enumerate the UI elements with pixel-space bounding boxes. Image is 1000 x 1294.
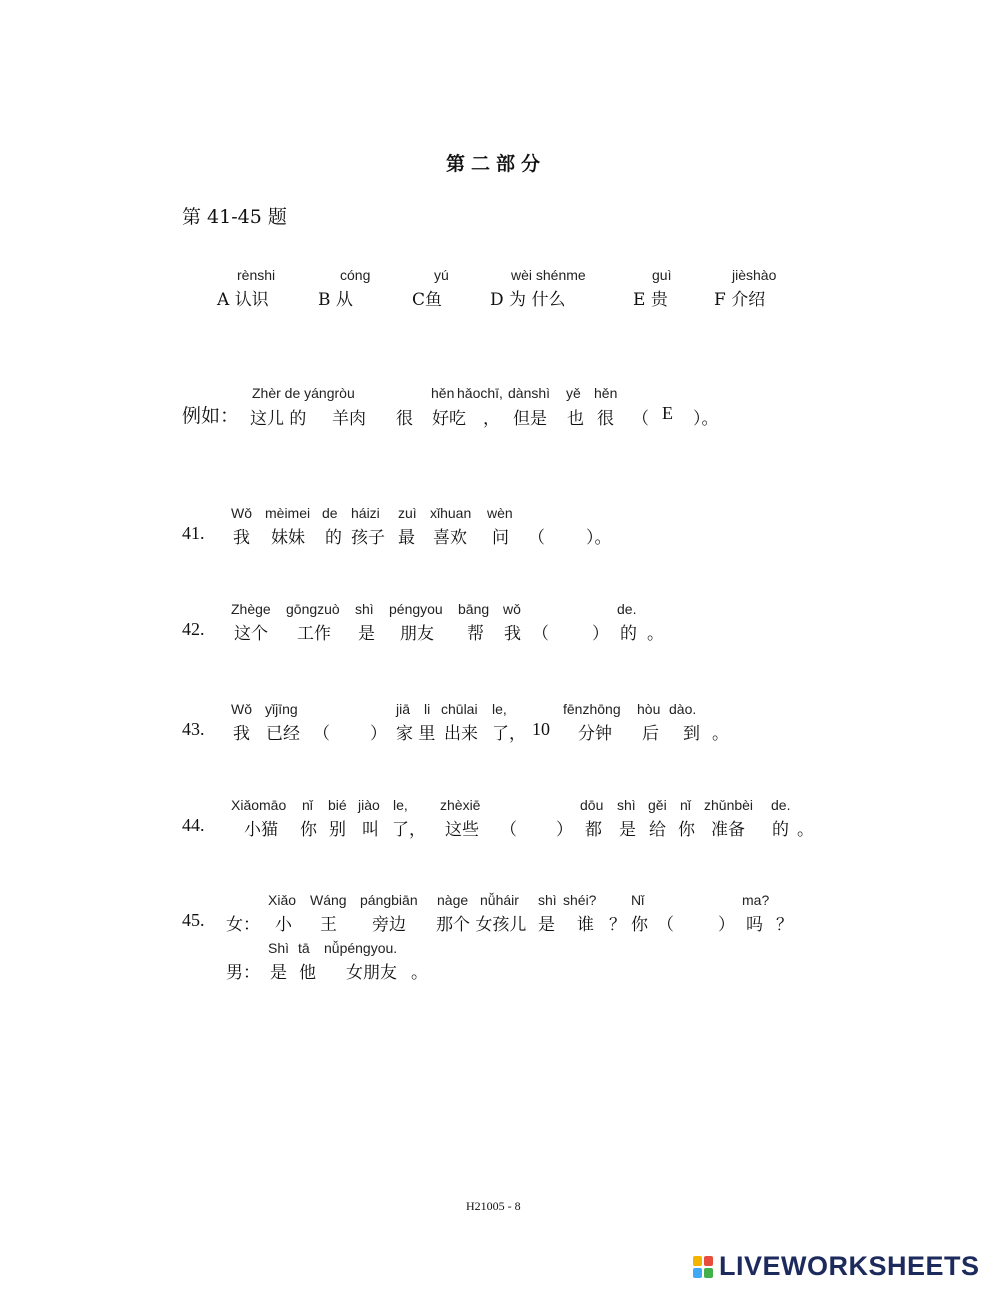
text-word: （	[632, 409, 649, 429]
answer-blank-open: （	[500, 820, 517, 840]
text-word: 吗	[746, 915, 763, 935]
text-word: 是	[619, 820, 636, 840]
pinyin-word: shì	[538, 892, 557, 908]
page-footer-code: H21005 - 8	[466, 1199, 521, 1213]
option-b	[318, 285, 353, 310]
pinyin-word: yě	[566, 385, 581, 401]
text-word: 王	[320, 915, 337, 935]
pinyin-word: chūlai	[441, 701, 478, 717]
option-d	[490, 285, 565, 310]
text-word: 后	[642, 724, 659, 744]
option-letter: B	[318, 290, 331, 310]
pinyin-word: de.	[771, 797, 791, 813]
pinyin-word: dào.	[669, 701, 697, 717]
answer-blank-close: ）	[718, 915, 735, 935]
text-word: 这些	[445, 820, 479, 840]
option-word: 介绍	[731, 290, 766, 310]
pinyin-word: ma?	[742, 892, 770, 908]
text-word: 都	[585, 820, 602, 840]
option-pinyin: cóng	[340, 267, 371, 283]
text-word: 我	[233, 528, 250, 548]
text-word: 孩子	[351, 528, 385, 548]
pinyin-word: wǒ	[503, 601, 521, 617]
pinyin-word: Xiǎo	[268, 892, 297, 908]
option-word: 认识	[234, 290, 269, 310]
pinyin-word: yǐjīng	[265, 701, 298, 717]
option-pinyin: wèi shénme	[511, 267, 586, 283]
option-letter: F	[714, 290, 726, 310]
pinyin-word: jiào	[358, 797, 380, 813]
text-word: 那个 女孩儿	[436, 915, 527, 935]
pinyin-word: zuì	[398, 505, 417, 521]
speaker-label: 男：	[226, 963, 260, 983]
text-word: 我	[504, 624, 521, 644]
text-word: 叫	[362, 820, 379, 840]
pinyin-word: hěn	[594, 385, 618, 401]
pinyin-word: dànshì	[508, 385, 551, 401]
pinyin-word: nǚháir	[480, 892, 519, 908]
text-word: 你	[678, 820, 695, 840]
pinyin-word: nàge	[437, 892, 469, 908]
option-letter: C	[412, 290, 426, 310]
watermark-text: LIVEWORKSHEETS	[719, 1251, 980, 1281]
pinyin-word: nǐ	[302, 797, 313, 813]
question-number: 41.	[182, 523, 205, 543]
text-word: 羊肉	[332, 409, 366, 429]
text-word: 女朋友	[346, 963, 397, 983]
pinyin-word: hěn	[431, 385, 455, 401]
pinyin-word: fēnzhōng	[563, 701, 621, 717]
text-word: 喜欢	[433, 528, 467, 548]
text-word: ？	[609, 915, 626, 935]
example-answer: E	[662, 403, 673, 423]
pinyin-word: dōu	[580, 797, 604, 813]
pinyin-word: Zhège	[231, 601, 271, 617]
text-word: 但是	[513, 409, 547, 429]
option-word: 贵	[650, 290, 668, 310]
option-pinyin: yú	[434, 267, 449, 283]
text-word: 。	[797, 820, 814, 840]
pinyin-word: Nǐ	[631, 892, 645, 908]
answer-blank-close: ）	[370, 724, 387, 744]
option-letter: E	[633, 290, 646, 310]
text-word: 帮	[467, 624, 484, 644]
text-word: 你	[300, 820, 317, 840]
text-word: 好吃	[432, 409, 466, 429]
text-word: 谁	[577, 915, 594, 935]
example-label: 例如：	[182, 405, 240, 427]
pinyin-word: Shì	[268, 940, 290, 956]
pinyin-word: hǎochī,	[457, 385, 503, 401]
pinyin-word: hòu	[637, 701, 661, 717]
pinyin-word: péngyou	[389, 601, 443, 617]
pinyin-word: bāng	[458, 601, 490, 617]
pinyin-word: Wǒ	[231, 505, 252, 521]
pinyin-word: shì	[355, 601, 374, 617]
question-number: 44.	[182, 815, 205, 835]
pinyin-word: zhǔnbèi	[704, 797, 754, 813]
text-word: 这儿 的	[250, 409, 307, 429]
text-word: 了，	[392, 820, 426, 840]
pinyin-word: gěi	[648, 797, 667, 813]
text-word: 给	[649, 820, 666, 840]
speaker-label: 女：	[226, 915, 260, 935]
text-word: 我	[233, 724, 250, 744]
pinyin-word: de.	[617, 601, 637, 617]
option-f	[714, 285, 765, 310]
text-word: 小猫	[244, 820, 278, 840]
option-word: 从	[335, 290, 353, 310]
pinyin-word: nǚpéngyou.	[324, 940, 398, 956]
text-word: 妹妹	[271, 528, 305, 548]
option-pinyin: guì	[652, 267, 672, 283]
question-number: 42.	[182, 619, 205, 639]
answer-blank-close: ）	[592, 624, 609, 644]
option-word: 为 什么	[509, 290, 566, 310]
pinyin-word: tā	[298, 940, 310, 956]
text-word: 是	[358, 624, 375, 644]
text-word: 10	[532, 719, 550, 739]
pinyin-word: le,	[492, 701, 507, 717]
option-letter: D	[490, 290, 504, 310]
pinyin-word: li	[424, 701, 431, 717]
pinyin-word: bié	[328, 797, 347, 813]
answer-blank-open: （	[313, 724, 330, 744]
pinyin-word: Zhèr de yángròu	[252, 385, 355, 401]
text-word: 分钟	[578, 724, 612, 744]
text-word: ）。	[693, 409, 719, 429]
answer-blank-open: （	[657, 915, 674, 935]
option-pinyin: rènshi	[237, 267, 276, 283]
text-word: 的	[620, 624, 637, 644]
question-number: 45.	[182, 910, 205, 930]
text-word: 已经	[266, 724, 300, 744]
option-a	[217, 285, 269, 310]
text-word: 到	[683, 724, 700, 744]
text-word: 的	[772, 820, 789, 840]
text-word: 。	[647, 624, 664, 644]
text-word: ？	[776, 915, 793, 935]
answer-blank-open: （	[532, 624, 549, 644]
pinyin-word: de	[322, 505, 338, 521]
pinyin-word: Wǒ	[231, 701, 252, 717]
page-title: 第二部分	[446, 153, 547, 175]
pinyin-word: pángbiān	[360, 892, 418, 908]
text-word: 别	[329, 820, 346, 840]
text-word: 旁边	[372, 915, 406, 935]
pinyin-word: le,	[393, 797, 408, 813]
text-word: 最	[398, 528, 415, 548]
text-word: 了，	[492, 724, 526, 744]
text-word: 家 里	[396, 724, 436, 744]
option-pinyin: jièshào	[732, 267, 777, 283]
pinyin-word: Wáng	[310, 892, 347, 908]
pinyin-word: nǐ	[680, 797, 691, 813]
answer-blank-open: （	[528, 528, 545, 548]
pinyin-word: jiā	[396, 701, 411, 717]
pinyin-word: Xiǎomāo	[231, 797, 287, 813]
text-word: 的	[325, 528, 342, 548]
text-word: 是	[270, 963, 287, 983]
liveworksheets-logo-icon	[693, 1256, 715, 1280]
option-word: 鱼	[425, 290, 443, 310]
pinyin-word: mèimei	[265, 505, 311, 521]
answer-blank-close: ）	[556, 820, 573, 840]
option-c	[412, 285, 442, 310]
text-word: 。	[411, 963, 428, 983]
text-word: 也	[567, 409, 584, 429]
pinyin-word: háizi	[351, 505, 380, 521]
text-word: 很	[597, 409, 614, 429]
pinyin-word: shì	[617, 797, 636, 813]
text-word: 你	[631, 915, 648, 935]
pinyin-word: wèn	[487, 505, 513, 521]
question-number: 43.	[182, 719, 205, 739]
answer-blank-close: ）。	[586, 528, 612, 548]
text-word: 出来	[444, 724, 478, 744]
text-word: 问	[492, 528, 509, 548]
section-label: 第 41-45 题	[182, 206, 287, 228]
pinyin-word: gōngzuò	[286, 601, 340, 617]
option-letter: A	[217, 290, 230, 310]
text-word: 这个	[234, 624, 268, 644]
text-word: 是	[538, 915, 555, 935]
pinyin-word: zhèxiē	[440, 797, 481, 813]
text-word: 小	[275, 915, 292, 935]
text-word: 工作	[297, 624, 331, 644]
text-word: ，	[483, 409, 500, 429]
option-e	[633, 285, 668, 310]
text-word: 他	[299, 963, 316, 983]
text-word: 朋友	[400, 624, 434, 644]
pinyin-word: xǐhuan	[430, 505, 472, 521]
text-word: 很	[396, 409, 413, 429]
pinyin-word: shéi?	[563, 892, 597, 908]
text-word: 。	[712, 724, 729, 744]
text-word: 准备	[711, 820, 745, 840]
